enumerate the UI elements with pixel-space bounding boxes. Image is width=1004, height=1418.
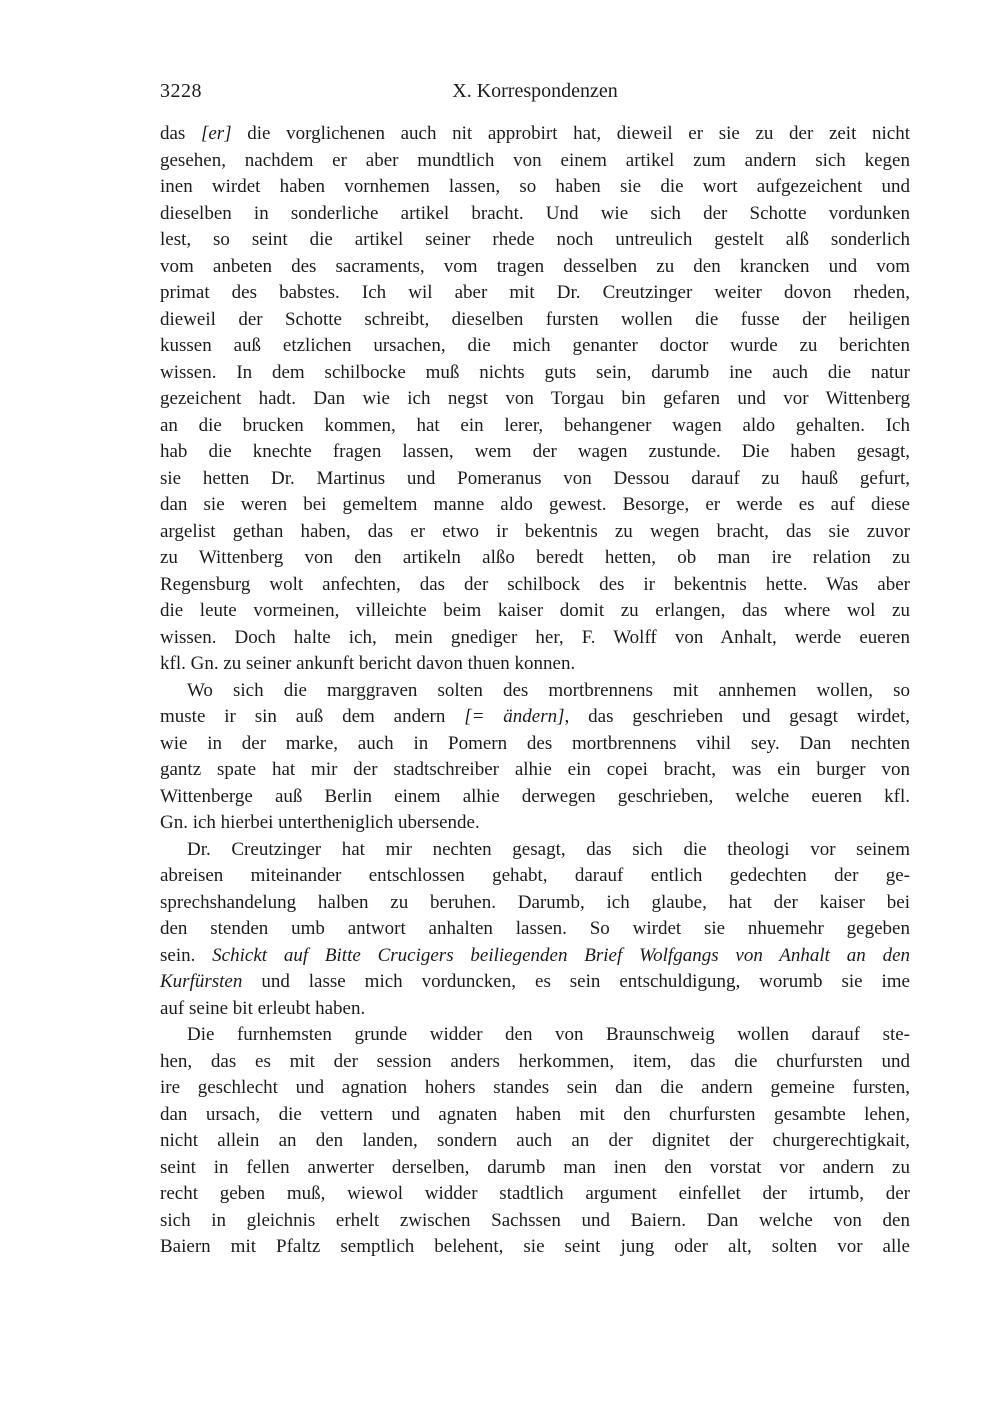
- italic-text: Schickt auf Bitte Crucigers beiliegenden Brief Wolfgangs von Anhalt an den: [212, 944, 911, 966]
- text-line: wie in der marke, auch in Pomern des mortbrennens vihil sey. Dan nechten: [160, 732, 910, 754]
- text-line: gezeichent hadt. Dan wie ich negst von Torgau bin gefaren und vor Wittenberg: [160, 388, 910, 409]
- text-line: an die brucken kommen, hat ein lerer, behangener wagen aldo gehalten. Ich: [160, 414, 910, 436]
- text-line: Kurfürsten und lasse mich vorduncken, es sein entschuldigung, worumb sie ime: [160, 971, 910, 992]
- text-line: vom anbeten des sacraments, vom tragen desselben zu den krancken und vom: [160, 255, 910, 277]
- body-text: [160, 121, 910, 1261]
- text-line: Baiern mit Pfaltz semptlich belehent, sie seint jung oder alt, solten vor alle: [160, 1236, 910, 1257]
- italic-text: Kurfürsten: [160, 971, 243, 992]
- text-line: sie hetten Dr. Martinus und Pomeranus von Dessou darauf zu hauß gefurt,: [160, 467, 910, 489]
- text-line: zu Wittenberg von den artikeln alßo beredt hetten, ob man ire relation zu: [160, 547, 910, 568]
- text-line: dieselben in sonderliche artikel bracht. Und wie sich der Schotte vordunken: [160, 202, 910, 224]
- text-line: das [er] die vorglichenen auch nit approbirt hat, dieweil er sie zu der zeit nicht: [160, 123, 911, 144]
- text-line: recht geben muß, wiewol widder stadtlich argument einfellet der irtumb, der: [160, 1183, 910, 1204]
- text-line: sprechshandelung halben zu beruhen. Darumb, ich glaube, hat der kaiser bei: [160, 891, 910, 913]
- paragraph: [160, 678, 910, 837]
- text-line: argelist gethan haben, das er etwo ir bekentnis zu wegen bracht, das sie zuvor: [160, 520, 910, 542]
- text-line: dan sie weren bei gemeltem manne aldo gewest. Besorge, er werde es auf diese: [160, 494, 910, 515]
- text-line: hab die knechte fragen lassen, wem der wagen zustunde. Die haben gesagt,: [160, 441, 910, 462]
- page-header: [160, 80, 910, 104]
- text-line: wissen. In dem schilbocke muß nichts guts sein, darumb ine auch die natur: [160, 361, 910, 383]
- text-line: wissen. Doch halte ich, mein gnediger her, F. Wolff von Anhalt, werde eueren: [160, 626, 910, 648]
- paragraph: [160, 1022, 910, 1261]
- paragraph: [160, 121, 910, 678]
- text-line: inen wirdet haben vornhemen lassen, so haben sie die wort aufgezeichent und: [160, 176, 910, 197]
- text-line: Die furnhemsten grunde widder den von Braunschweig wollen darauf ste-: [187, 1024, 910, 1045]
- italic-text: [er]: [200, 123, 232, 144]
- text-line: seint in fellen anwerter derselben, darumb man inen den vorstat vor andern zu: [160, 1156, 910, 1178]
- text-line: kussen auß etzlichen ursachen, die mich genanter doctor wurde zu berichten: [160, 335, 910, 356]
- text-line: die leute vormeinen, villeichte beim kaiser domit zu erlangen, das where wol zu: [160, 600, 910, 621]
- text-line: Wittenberge auß Berlin einem alhie derwegen geschrieben, welche eueren kfl.: [160, 785, 910, 807]
- text-line: den stenden umb antwort anhalten lassen. So wirdet sie nhuemehr gegeben: [160, 918, 910, 939]
- text-line: hen, das es mit der session anders herkommen, item, das die churfursten und: [160, 1050, 910, 1072]
- text-line: lest, so seint die artikel seiner rhede noch untreulich gestelt alß sonderlich: [160, 229, 910, 250]
- text-line: Regensburg wolt anfechten, das der schilbock des ir bekentnis hette. Was aber: [160, 573, 910, 595]
- text-line: Dr. Creutzinger hat mir nechten gesagt, das sich die theologi vor seinem: [187, 838, 910, 860]
- text-line: primat des babstes. Ich wil aber mit Dr. Creutzinger weiter dovon rheden,: [160, 282, 910, 303]
- text-line: muste ir sin auß dem andern [= ändern], das geschrieben und gesagt wirdet,: [160, 706, 911, 727]
- italic-text: [= ändern]: [464, 706, 565, 727]
- text-line: sein. Schickt auf Bitte Crucigers beiliegenden Brief Wolfgangs von Anhalt an den: [160, 944, 911, 966]
- running-title: X. Korrespondenzen: [452, 80, 618, 102]
- text-line: auf seine bit erleubt haben.: [160, 997, 366, 1019]
- text-line: gesehen, nachdem er aber mundtlich von einem artikel zum andern sich kegen: [160, 149, 910, 171]
- text-line: Gn. ich hierbei untertheniglich ubersende.: [160, 812, 480, 833]
- text-line: dieweil der Schotte schreibt, dieselben fursten wollen die fusse der heiligen: [160, 308, 910, 330]
- paragraph: [160, 837, 910, 1023]
- text-line: sich in gleichnis erhelt zwischen Sachssen und Baiern. Dan welche von den: [160, 1209, 910, 1231]
- text-line: kfl. Gn. zu seiner ankunft bericht davon thuen konnen.: [160, 653, 576, 674]
- text-line: Wo sich die marggraven solten des mortbrennens mit annhemen wollen, so: [187, 679, 910, 701]
- text-line: nicht allein an den landen, sondern auch an der dignitet der churgerechtigkait,: [160, 1130, 910, 1151]
- text-line: dan ursach, die vettern und agnaten haben mit den churfursten gesambte lehen,: [160, 1103, 910, 1125]
- page-number: 3228: [160, 80, 202, 102]
- text-line: abreisen miteinander entschlossen gehabt, darauf entlich gedechten der ge-: [160, 865, 910, 886]
- text-line: ire geschlecht und agnation hohers standes sein dan die andern gemeine fursten,: [160, 1077, 910, 1098]
- text-line: gantz spate hat mir der stadtschreiber alhie ein copei bracht, was ein burger von: [160, 759, 910, 780]
